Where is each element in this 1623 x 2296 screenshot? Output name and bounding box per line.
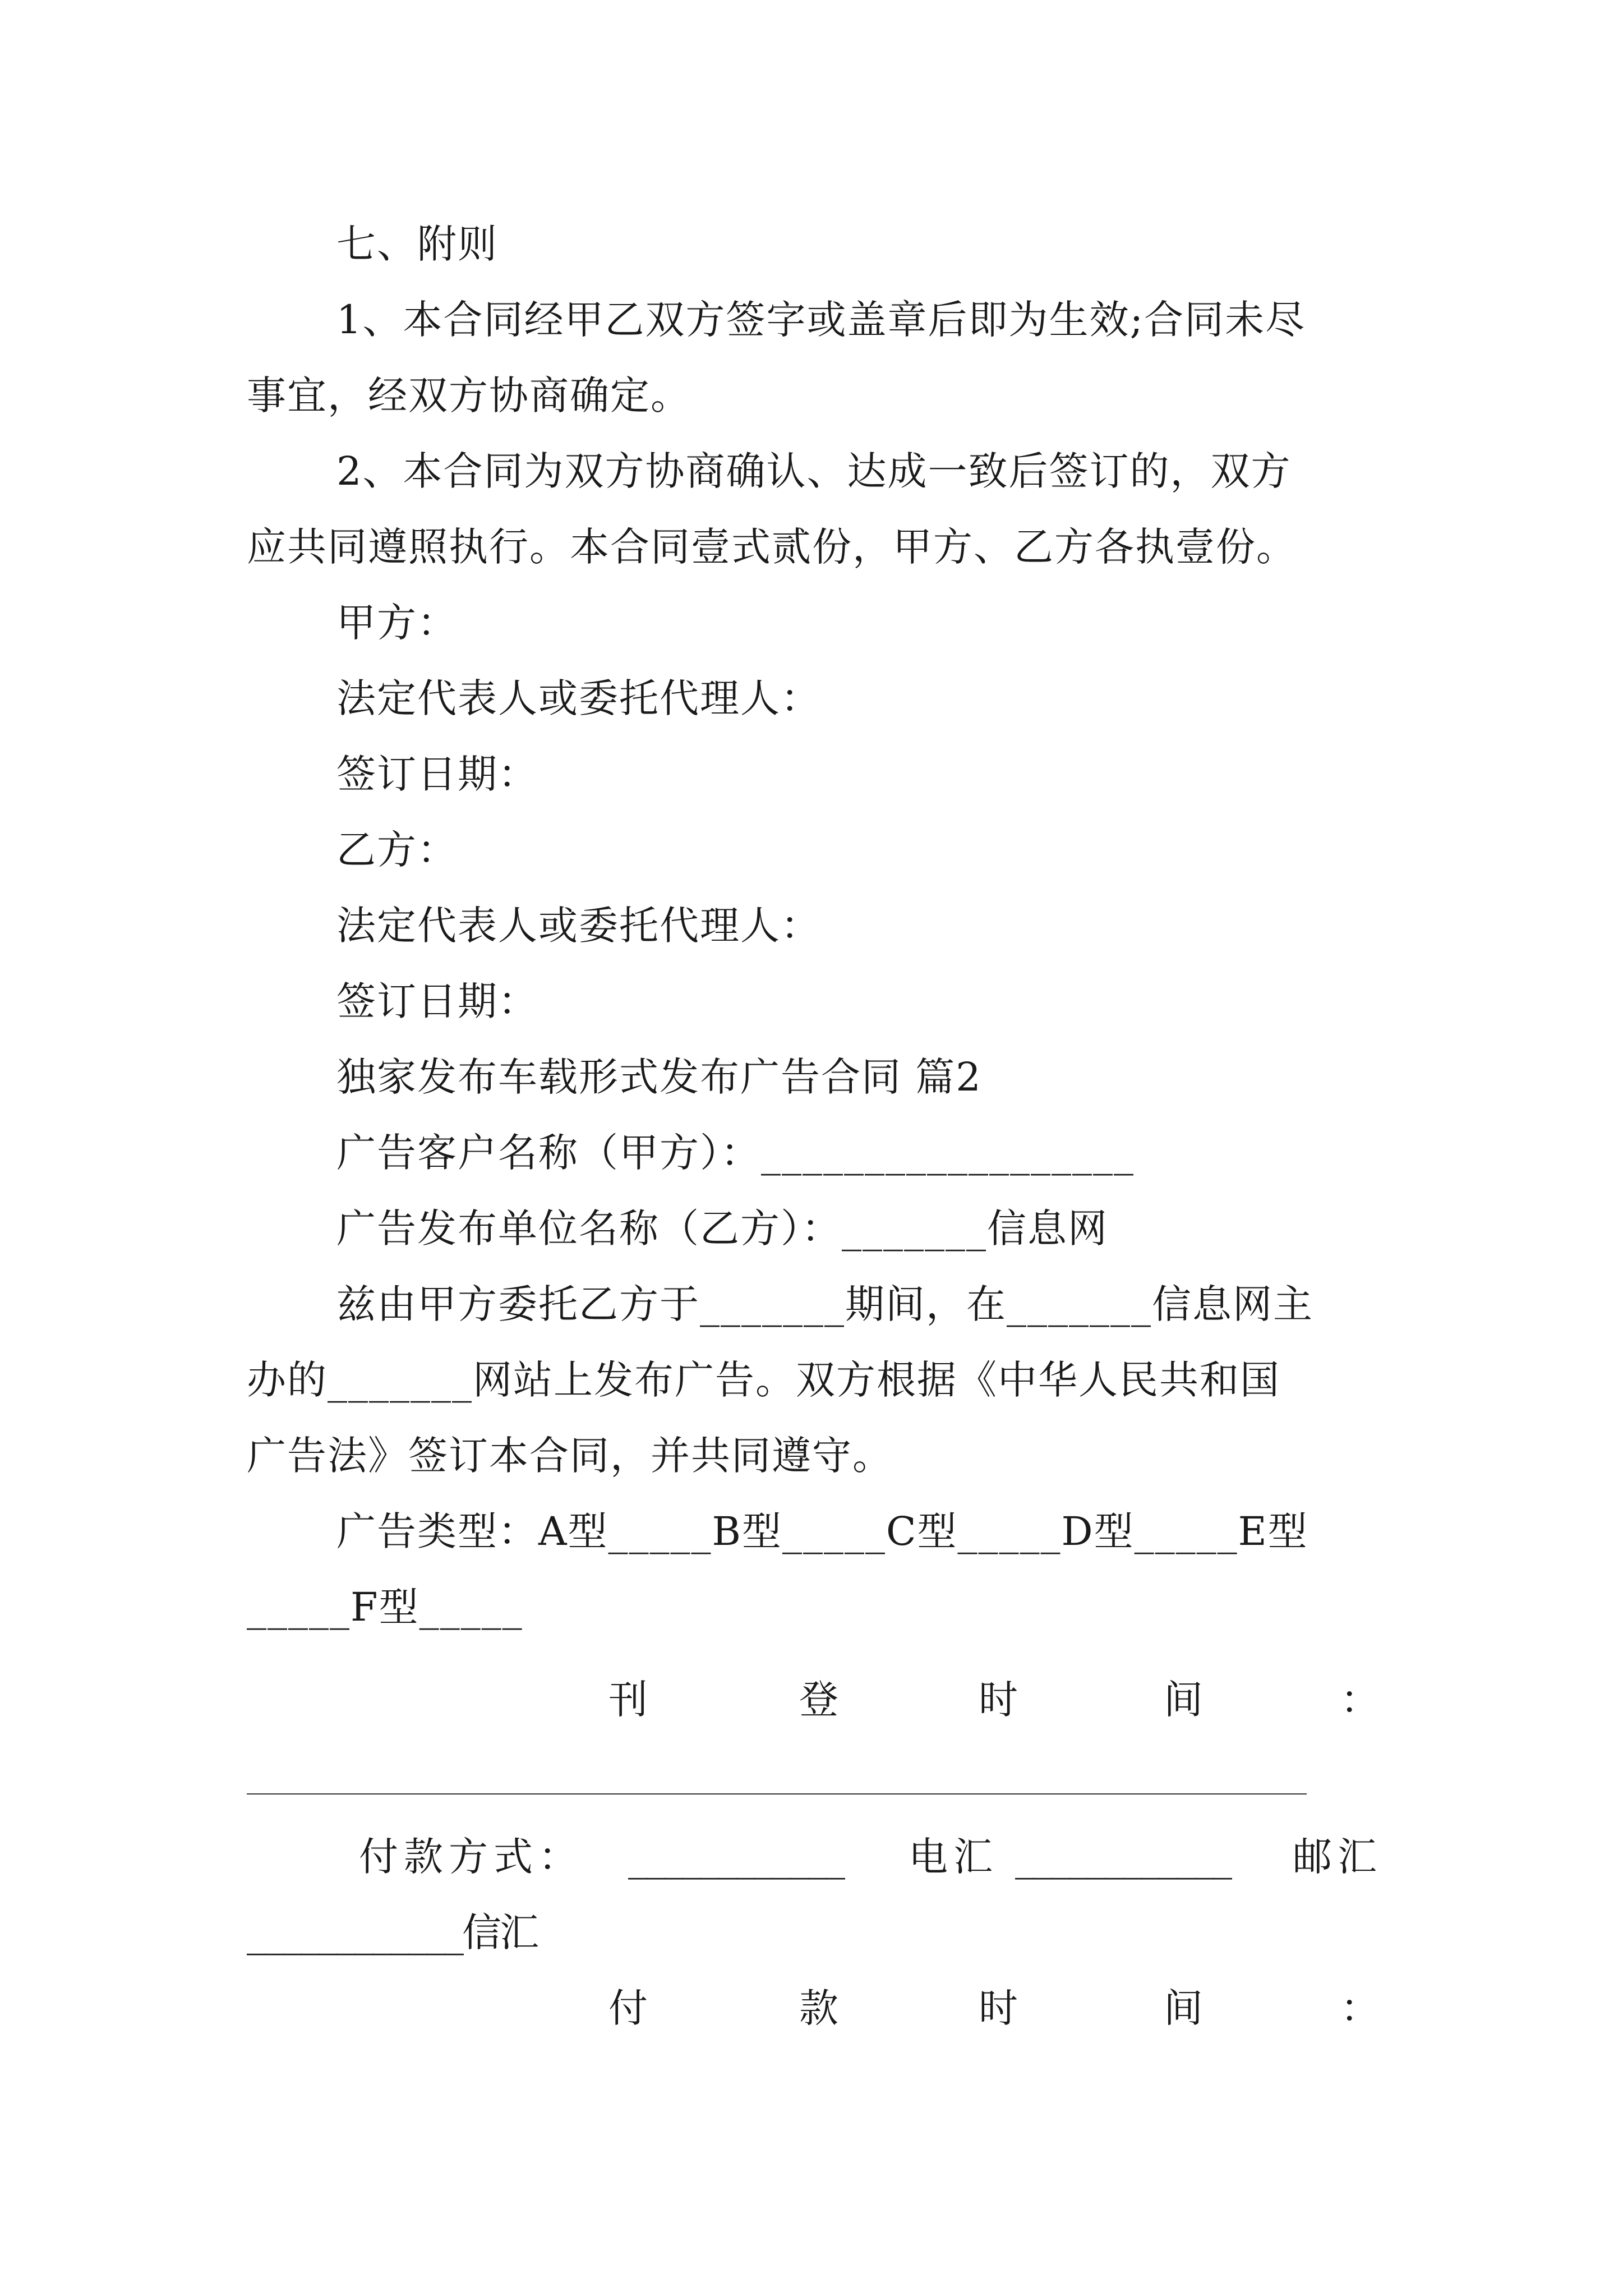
contract-title: 独家发布车载形式发布广告合同 篇2 — [336, 1054, 982, 1100]
publish-time-char: 间 — [1164, 1677, 1203, 1723]
client-name-line: 广告客户名称（甲方）：__________________ — [336, 1130, 1135, 1176]
paragraph-line: 广告法》签订本合同，并共同遵守。 — [247, 1433, 893, 1479]
party-b-label: 乙方： — [336, 827, 458, 873]
payment-method-char: 电 — [909, 1834, 948, 1880]
paragraph-line: 事宜，经双方协商确定。 — [247, 372, 691, 418]
payment-method-char: 款 — [404, 1834, 443, 1880]
publish-time-char: ： — [1340, 1677, 1380, 1723]
publish-time-blank — [247, 1793, 1307, 1795]
sign-date-label: 签订日期： — [336, 978, 538, 1024]
paragraph-line: 1、本合同经甲乙双方签字或盖章后即为生效;合同未尽 — [336, 297, 1306, 343]
payment-time-char: 款 — [799, 1985, 838, 2031]
publish-time-char: 时 — [979, 1677, 1018, 1723]
payment-time-char: 间 — [1164, 1985, 1203, 2031]
publisher-name-line: 广告发布单位名称（乙方）：_______信息网 — [336, 1205, 1108, 1251]
publish-time-char: 刊 — [608, 1677, 648, 1723]
payment-method-char: 付 — [359, 1834, 398, 1880]
payment-method-line: ____________信汇 — [247, 1910, 537, 1955]
representative-label: 法定代表人或委托代理人： — [336, 675, 821, 721]
sign-date-label: 签订日期： — [336, 751, 538, 797]
party-a-label: 甲方： — [336, 600, 458, 646]
ad-type-line: _____F型_____ — [247, 1584, 523, 1630]
payment-time-char: 时 — [979, 1985, 1018, 2031]
ad-type-line: 广告类型：A型_____B型_____C型_____D型_____E型 — [336, 1508, 1308, 1554]
payment-time-char: 付 — [608, 1985, 648, 2031]
payment-method-char: 式 — [494, 1834, 533, 1880]
paragraph-line: 兹由甲方委托乙方于_______期间，在_______信息网主 — [336, 1281, 1313, 1327]
representative-label: 法定代表人或委托代理人： — [336, 903, 821, 949]
payment-method-blank: ____________ — [628, 1834, 843, 1880]
payment-method-char: 邮 — [1293, 1834, 1332, 1880]
payment-method-char: 汇 — [953, 1834, 993, 1880]
paragraph-line: 应共同遵照执行。本合同壹式贰份，甲方、乙方各执壹份。 — [247, 524, 1297, 570]
payment-method-char: ： — [538, 1834, 578, 1880]
paragraph-line: 2、本合同为双方协商确认、达成一致后签订的，双方 — [336, 448, 1292, 494]
payment-method-char: 汇 — [1338, 1834, 1377, 1880]
publish-time-char: 登 — [799, 1677, 838, 1723]
section-heading: 七、附则 — [336, 221, 498, 267]
paragraph-line: 办的_______网站上发布广告。双方根据《中华人民共和国 — [247, 1357, 1280, 1403]
payment-method-char: 方 — [449, 1834, 488, 1880]
payment-time-char: ： — [1340, 1985, 1380, 2031]
payment-method-blank: ____________ — [1015, 1834, 1230, 1880]
